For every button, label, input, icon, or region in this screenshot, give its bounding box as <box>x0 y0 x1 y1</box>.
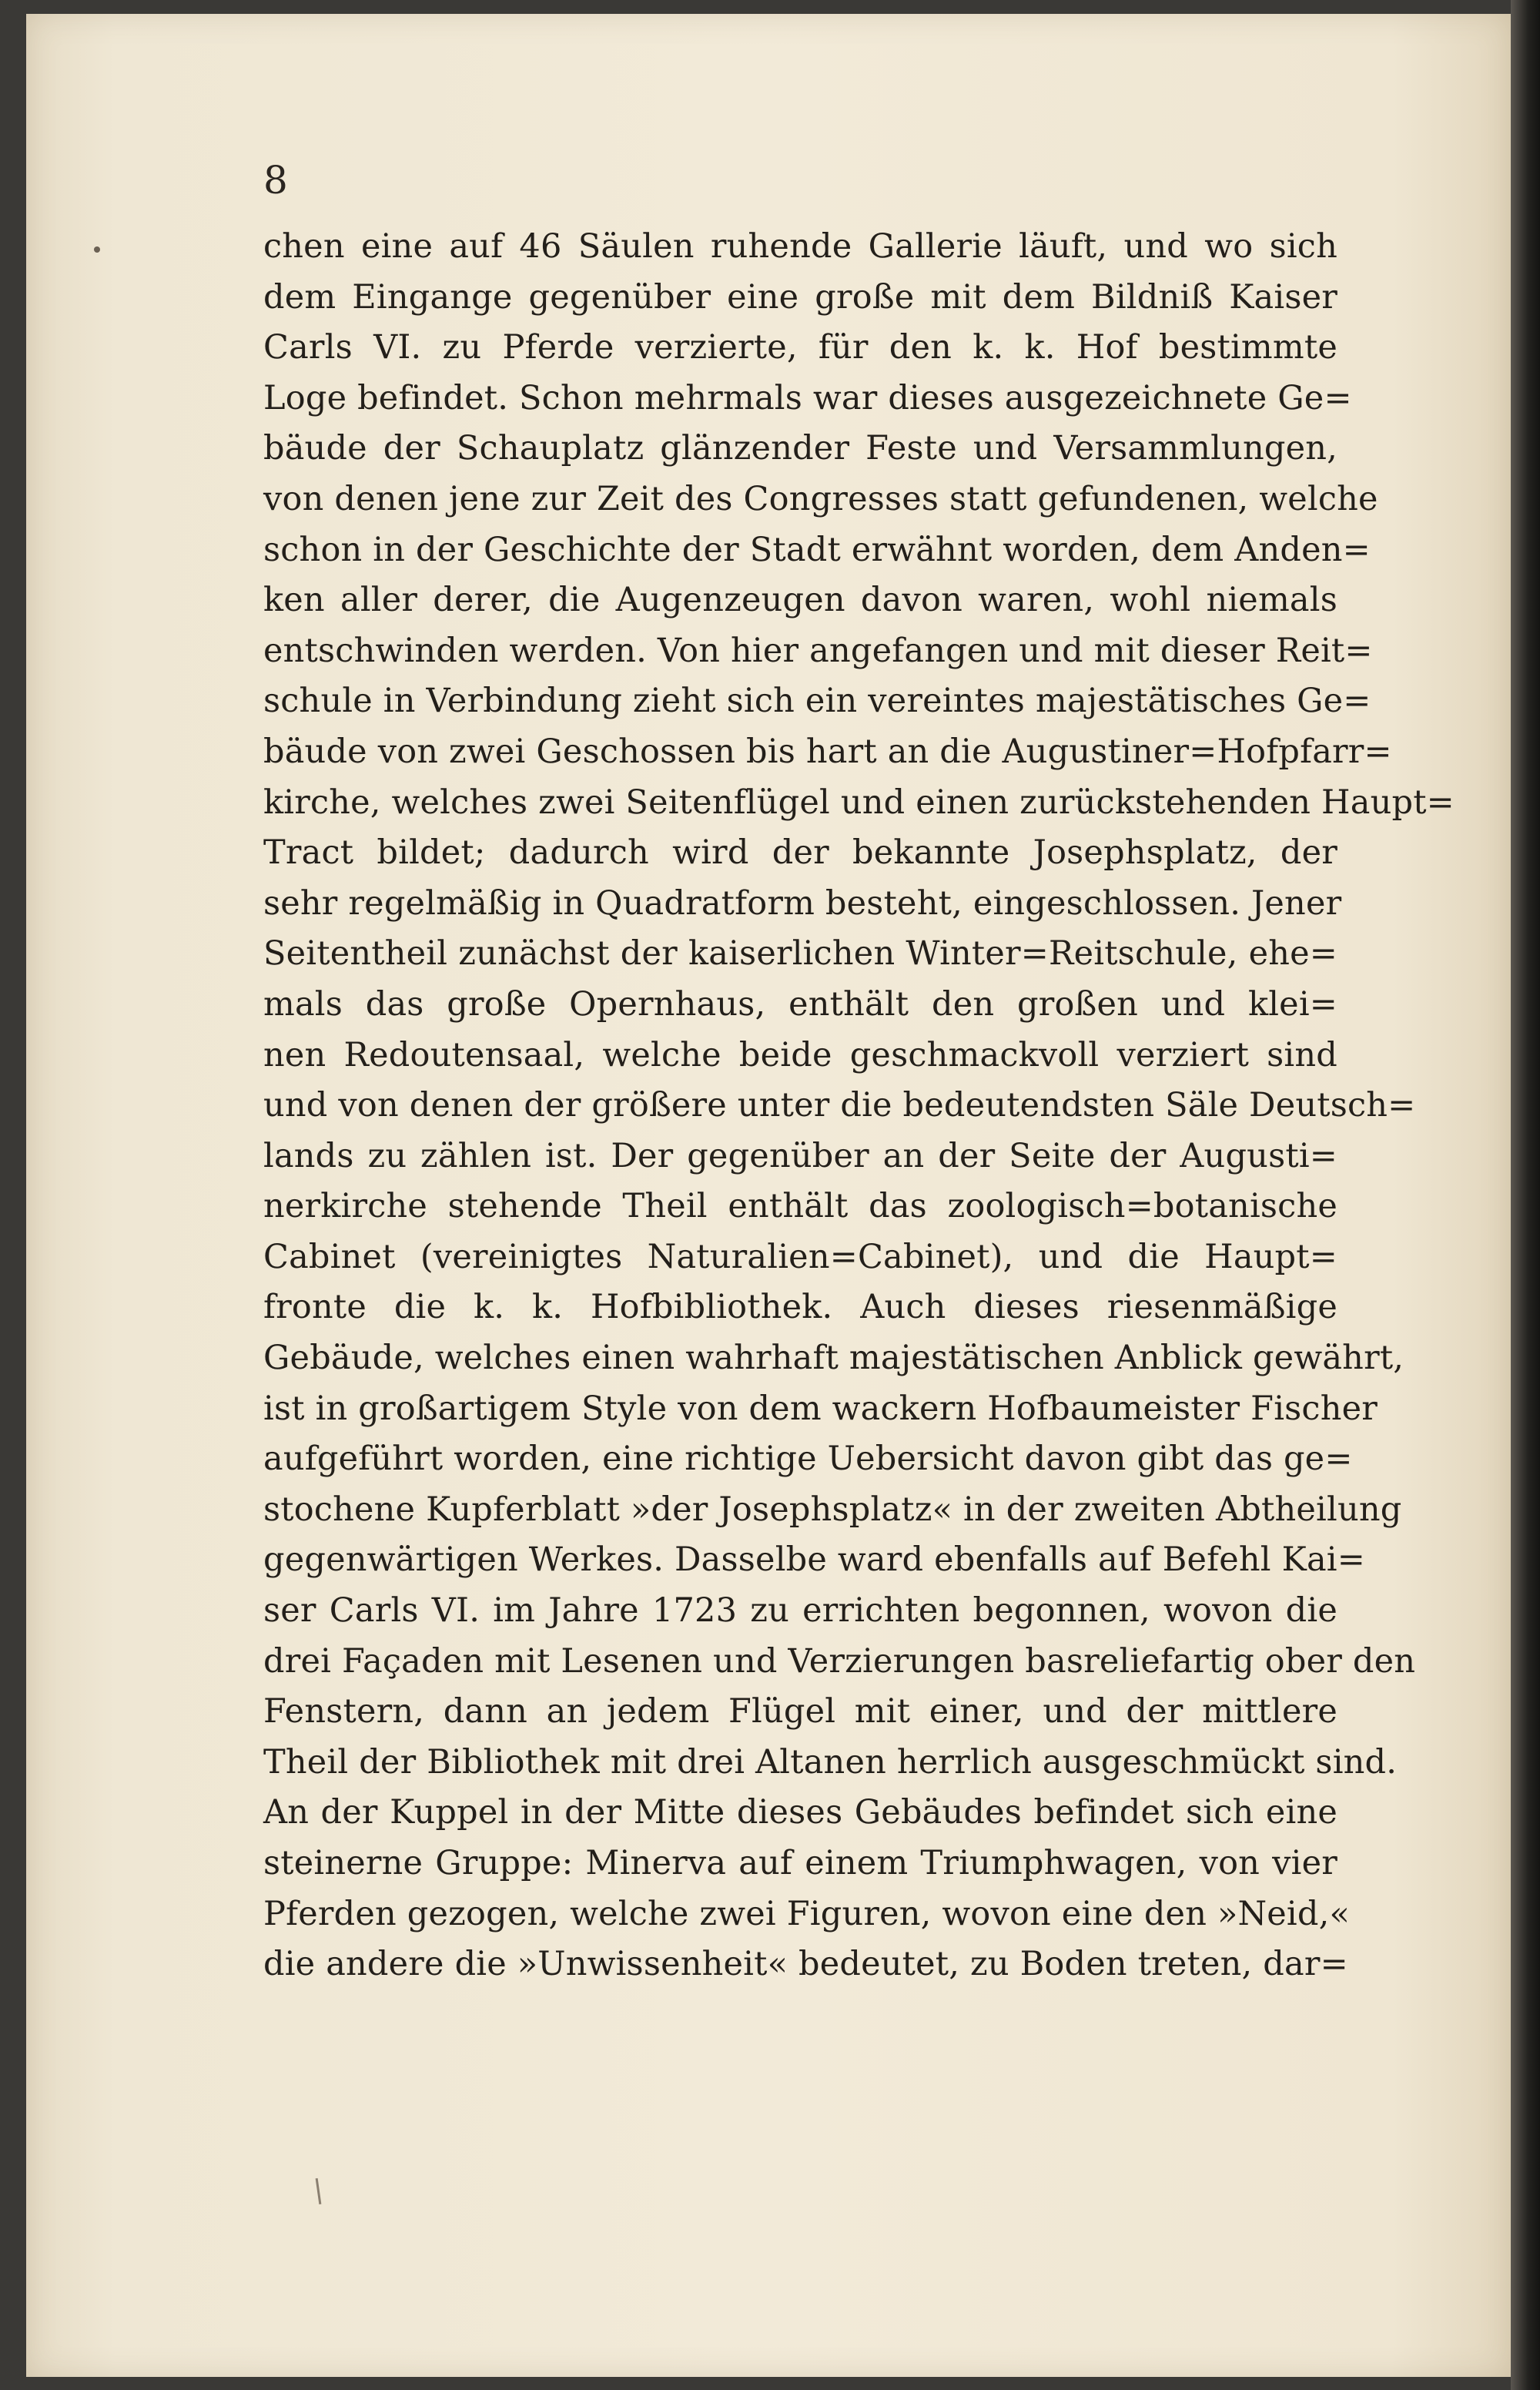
text-line: entschwinden werden. Von hier angefangen und mit dieser Reit= <box>263 631 1373 670</box>
text-line: chen eine auf 46 Säulen ruhende Gallerie läuft, und wo sich <box>263 227 1337 266</box>
page-number: 8 <box>263 158 288 203</box>
text-line: Seitentheil zunächst der kaiserlichen Winter=Reitschule, ehe= <box>263 934 1337 974</box>
text-line: schule in Verbindung zieht sich ein vereintes majestätisches Ge= <box>263 682 1371 721</box>
pencil-mark <box>316 2178 322 2204</box>
text-line: drei Façaden mit Lesenen und Verzierungen basreliefartig ober den <box>263 1641 1416 1681</box>
text-line: Tract bildet; dadurch wird der bekannte Josephsplatz, der <box>263 833 1337 873</box>
text-line: Cabinet (vereinigtes Naturalien=Cabinet), und die Haupt= <box>263 1237 1337 1276</box>
text-line: Gebäude, welches einen wahrhaft majestätischen Anblick gewährt, <box>263 1339 1404 1378</box>
text-line: ken aller derer, die Augenzeugen davon waren, wohl niemals <box>263 581 1337 620</box>
ink-speck <box>94 246 100 253</box>
text-line: bäude der Schauplatz glänzender Feste und Versammlungen, <box>263 429 1337 468</box>
text-line: bäude von zwei Geschossen bis hart an die Augustiner=Hofpfarr= <box>263 732 1392 771</box>
text-line: Fenstern, dann an jedem Flügel mit einer, und der mittlere <box>263 1692 1337 1731</box>
text-line: Carls VI. zu Pferde verzierte, für den k. k. Hof bestimmte <box>263 328 1337 367</box>
text-line: von denen jene zur Zeit des Congresses statt gefundenen, welche <box>263 479 1378 518</box>
text-line: mals das große Opernhaus, enthält den großen und klei= <box>263 984 1337 1024</box>
text-line: sehr regelmäßig in Quadratform besteht, eingeschlossen. Jener <box>263 883 1342 923</box>
text-line: nen Redoutensaal, welche beide geschmackvoll verziert sind <box>263 1035 1337 1074</box>
text-line: die andere die »Unwissenheit« bedeutet, zu Boden treten, dar= <box>263 1945 1348 1984</box>
body-text <box>263 222 1455 1990</box>
text-line: und von denen der größere unter die bedeutendsten Säle Deutsch= <box>263 1086 1416 1125</box>
text-line: dem Eingange gegenüber eine große mit dem Bildniß Kaiser <box>263 277 1337 317</box>
text-line: aufgeführt worden, eine richtige Uebersicht davon gibt das ge= <box>263 1440 1353 1479</box>
text-line: Pferden gezogen, welche zwei Figuren, wovon eine den »Neid,« <box>263 1894 1350 1933</box>
page-edge-shadow <box>1511 0 1540 2390</box>
text-line: schon in der Geschichte der Stadt erwähnt worden, dem Anden= <box>263 530 1371 569</box>
text-line: fronte die k. k. Hofbibliothek. Auch dieses riesenmäßige <box>263 1288 1337 1327</box>
text-line: kirche, welches zwei Seitenflügel und einen zurückstehenden Haupt= <box>263 783 1455 822</box>
text-line: ser Carls VI. im Jahre 1723 zu errichten begonnen, wovon die <box>263 1591 1337 1631</box>
text-line: Theil der Bibliothek mit drei Altanen herrlich ausgeschmückt sind. <box>263 1742 1398 1782</box>
text-line: ist in großartigem Style von dem wackern Hofbaumeister Fischer <box>263 1389 1378 1428</box>
text-line: Loge befindet. Schon mehrmals war dieses ausgezeichnete Ge= <box>263 378 1352 417</box>
text-line: gegenwärtigen Werkes. Dasselbe ward ebenfalls auf Befehl Kai= <box>263 1540 1365 1580</box>
text-line: stochene Kupferblatt »der Josephsplatz« in der zweiten Abtheilung <box>263 1490 1402 1529</box>
text-line: lands zu zählen ist. Der gegenüber an der Seite der Augusti= <box>263 1136 1337 1175</box>
text-line: An der Kuppel in der Mitte dieses Gebäudes befindet sich eine <box>263 1793 1337 1832</box>
text-line: steinerne Gruppe: Minerva auf einem Triumphwagen, von vier <box>263 1844 1337 1882</box>
text-line: nerkirche stehende Theil enthält das zoologisch=botanische <box>263 1187 1337 1226</box>
